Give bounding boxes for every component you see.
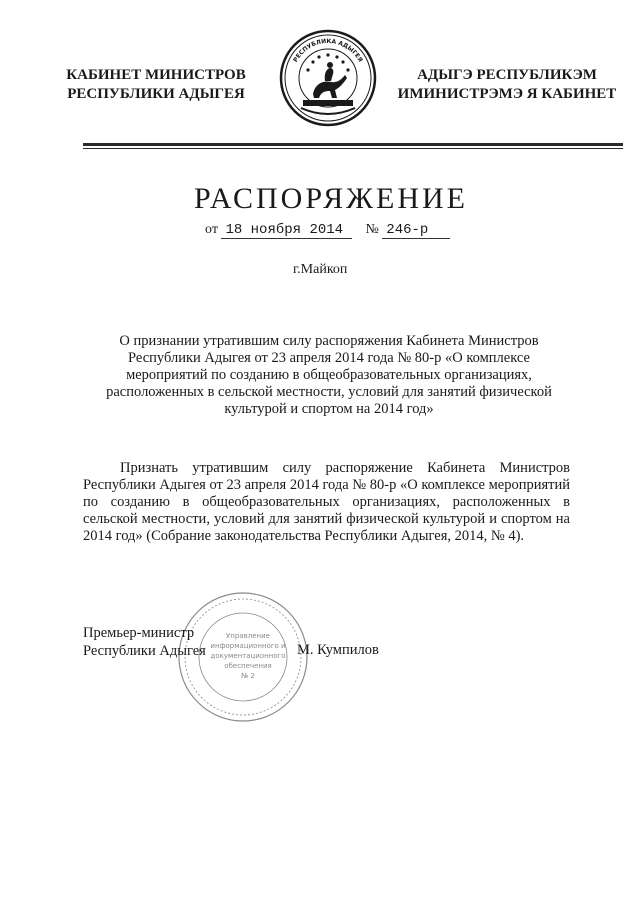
signature-position <box>83 624 206 660</box>
header-divider-thin <box>83 148 623 149</box>
header-right-line2: ИМИНИСТРЭМЭ Я КАБИНЕТ <box>397 86 617 102</box>
document-body: Признать утратившим силу распоряжение Кабинета Министров Республики Адыгея от 23 апреля 2014 года № 80-р «О комплексе мероприятий по созданию в общеобразовательных организациях, расположенных в сельской местности, условий для занятий физической культурой и спортом на 2014 год» (Собрание законодательства Республики Адыгея, 2014, № 4). <box>83 460 570 544</box>
header-divider-thick <box>83 143 623 146</box>
header-left <box>56 66 256 104</box>
stamp-line-3: документационного <box>210 652 286 660</box>
stamp-line-2: информационного и <box>210 642 286 650</box>
signature-position-line1: Премьер-министр <box>83 625 195 641</box>
signature-position-line2: Республики Адыгея <box>83 643 206 659</box>
date-number-row <box>205 222 450 239</box>
number-prefix: № <box>365 222 379 237</box>
document-date: 18 ноября 2014 <box>221 222 352 239</box>
date-prefix: от <box>205 222 218 237</box>
stamp-line-1: Управление <box>226 632 270 640</box>
signature-name: М. Кумпилов <box>297 642 379 658</box>
document-number: 246-р <box>382 222 450 239</box>
header-left-line2: РЕСПУБЛИКИ АДЫГЕЯ <box>67 86 245 102</box>
stamp-line-5: № 2 <box>241 672 255 680</box>
coat-of-arms-icon <box>275 28 381 128</box>
document-city: г.Майкоп <box>293 262 348 277</box>
stamp-line-4: обеспечения <box>224 662 272 670</box>
header-right <box>392 66 622 104</box>
header-left-line1: КАБИНЕТ МИНИСТРОВ <box>66 67 246 83</box>
document-title: РАСПОРЯЖЕНИЕ <box>193 182 469 215</box>
header-right-line1: АДЫГЭ РЕСПУБЛИКЭМ <box>417 67 597 83</box>
emblem-ring-text: РЕСПУБЛИКА АДЫГЕЯ <box>292 37 364 64</box>
document-subject: О признании утратившим силу распоряжения Кабинета Министров Республики Адыгея от 23 апреля 2014 года № 80-р «О комплексе мероприятий по созданию в общеобразовательных организациях, расположенных в сельской местности, условий для занятий физической культурой и спортом на 2014 год» <box>106 333 552 417</box>
